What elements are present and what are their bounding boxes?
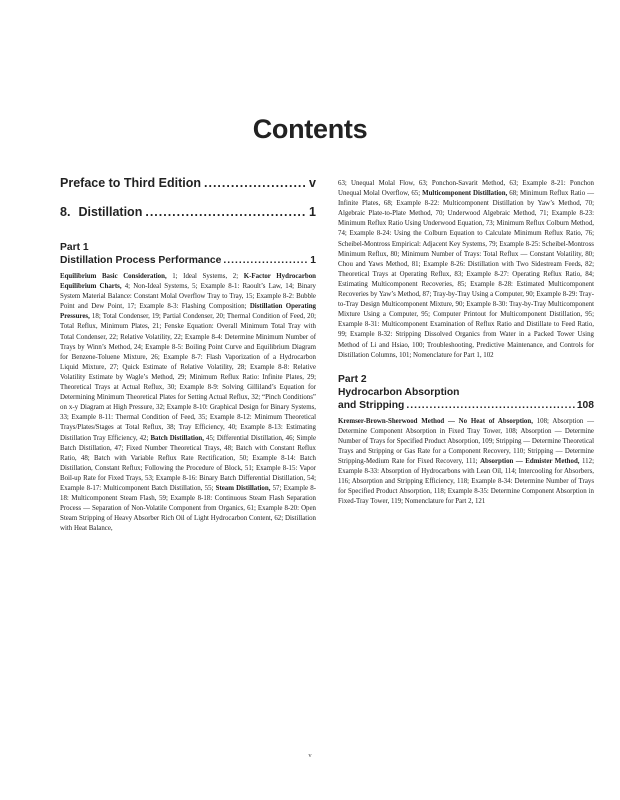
toc-entry-chapter[interactable] (60, 205, 316, 219)
chapter-number: 8. (60, 205, 71, 219)
right-column (338, 179, 594, 508)
part-1-topics-continued (338, 179, 594, 361)
topic-bold: Kremser-Brown-Sherwood Method — No Heat of Absorption, (338, 417, 533, 425)
toc-entry-part-1[interactable] (60, 241, 316, 267)
part-2-page: 108 (576, 399, 594, 411)
leader-dots (223, 254, 308, 267)
toc-entry-part-2[interactable] (338, 373, 594, 412)
topic-text: 63; Unequal Molal Flow, 63; Ponchon-Savarit Method, 63; Example 8-21: Ponchon Unequal Molal Overflow, 65; (338, 180, 594, 198)
part-2-title-line1: Hydrocarbon Absorption (338, 386, 460, 398)
chapter-page: 1 (309, 205, 316, 219)
topic-text: 68; Minimum Reflux Ratio — Infinite Plates, 68; Example 8-22: Multicomponent Distillation by Yaw’s Method, 70; Algebraic Plate-to-Plate Method, 70; Underwood Algebraic Method, 71; Example 8-23: Minimum Reflux Ratio Using Underwood Equation, 73; Minimum Reflux Colburn Method, 74; Example 8-24: Using the Colburn Equation to Calculate Minimum Reflux Ratio, 76; Scheibel-Montross Empirical: Adjacent Key Systems, 79; Example 8-25: Scheibel-Montross Minimum Reflux, 80; Minimum Number of Trays: Total Reflux — Constant Volatility, 80; Chou and Yaws Method, 81; Example 8-26: Distillation with Two Sidestream Feeds, 82; Theoretical Trays at Operating Reflux, 83; Example 8-27: Operating Reflux Ratio, 84; Estimating Multicomponent Recoveries, 85; Example 8-28: Estimated Multicomponent Recoveries by Yaw’s Method, 87; Tray-by-Tray Using a Computer, 90; Example 8-29: Tray-to-Tray Design Multicomponent Mixture, 90; Example 8-30: Tray-by-Tray Multicomponent Mixture Using a Computer, 95; Computer Printout for Multicomponent Distillation, 95; Example 8-31: Multicomponent Examination of Reflux Ratio and Distillate to Feed Ratio, 99; Example 8-32: Stripping Dissolved Organics from Water in a Packed Tower Using Method of Li and Hsiao, 100; Troubleshooting, Predictive Maintenance, and Controls for Distillation Columns, 101; Nomenclature for Part 1, 102 (338, 190, 594, 359)
toc-entry-preface[interactable] (60, 176, 316, 190)
page-title: Contents (252, 114, 368, 144)
topic-bold: Equilibrium Basic Consideration, (60, 273, 167, 280)
page-folio: v (308, 752, 312, 759)
part-2-block (338, 373, 594, 508)
topic-text: 45; Differential Distillation, 46; Simple Batch Distillation, 47; Fixed Number Theoretical Trays, 48; Batch with Constant Reflux Ratio, 48; Batch with Variable Reflux Rate Rectification, 50; Example 8-14: Batch Distillation, Constant Reflux; Following the Procedure of Block, 51; Example 8-15: Vapor Boil-up Rate for Fixed Trays, 53; Example 8-16: Binary Batch Differential Distillation, 54; Example 8-17: Multicomponent Batch Distillation, 55; (60, 434, 317, 492)
topic-text: 112; Example 8-33: Absorption of Hydrocarbons with Lean Oil, 114; Intercooling for Absorbers, 116; Absorption and Stripping Efficiency, 118; Example 8-34: Determine Number of Trays for Specified Product Absorption, 118; Example 8-35: Determine Component Absorption in Fixed-Tray Tower, 119; Nomenclature for Part 2, 121 (338, 458, 594, 506)
part-2-topics (338, 417, 594, 508)
leader-dots (145, 205, 306, 219)
part-1-title: Distillation Process Performance (60, 255, 222, 266)
topic-bold: Absorption — Edmister Method, (480, 458, 580, 466)
preface-label: Preface to Third Edition (60, 176, 201, 190)
topic-bold: K-Factor Hydrocarbon Equilibrium Charts, (60, 273, 316, 291)
chapter-label: Distillation (78, 205, 143, 219)
part-1-page: 1 (310, 255, 316, 266)
leader-dots (406, 399, 574, 412)
part-2-title-line2: and Stripping (338, 399, 405, 411)
leader-dots (204, 176, 306, 190)
topic-text: 1; Ideal Systems, 2; (166, 273, 244, 280)
topic-bold: Distillation Operating Pressures, (60, 303, 316, 321)
part-1-topics (60, 272, 316, 534)
topic-text: 4; Non-Ideal Systems, 5; Example 8-1: Raoult’s Law, 14; Binary System Material Balance: Constant Molal Overflow Tray to Tray, 15; Example 8-2: Bubble Point and Dew Point, 17; Example 8-3: Flashing Composition; (60, 283, 316, 311)
part-2-number: Part 2 (338, 373, 367, 385)
topic-bold: Batch Distillation, (150, 434, 204, 442)
topic-text: 57; Example 8-18: Multicomponent Steam Flash, 59; Example 8-18: Continuous Steam Flash Separation Process — Separation of Non-Volatile Component from Organics, 61; Example 8-20: Open Steam Stripping of Heavy Absorber Rich Oil of Light Hydrocarbon Content, 62; Distillation with Heat Balance, (60, 484, 316, 533)
topic-bold: Steam Distillation, (215, 484, 271, 492)
part-1-number: Part 1 (60, 242, 89, 253)
left-column (60, 176, 316, 534)
preface-page: v (309, 176, 316, 190)
topic-text: 108; Absorption — Determine Component Absorption in Fixed Tray Tower, 108; Absorption — Determine Number of Trays for Specified Product Absorption, 109; Stripping — Determine Theoretical Trays and Stripping or Gas Rate for a Component Recovery, 110; Stripping — Determine Stripping-Medium Rate for Fixed Recovery, 111; (338, 417, 595, 466)
topic-bold: Multicomponent Distillation, (422, 190, 508, 198)
topic-text: 18; Total Condenser, 19; Partial Condenser, 20; Thermal Condition of Feed, 20; Total Reflux, Minimum Plates, 21; Fenske Equation: Overall Minimum Total Tray with Total Condenser, 22; Relative Volatility, 22; Example 8-4: Determine Minimum Number of Trays by Winn’s Method, 24; Example 8-5: Boiling Point Curve and Equilibrium Diagram for Benzene-Toluene Mixture, 26; Example 8-7: Flash Vaporization of a Hydrocarbon Liquid Mixture, 27; Quick Estimate of Relative Volatility, 28; Example 8-8: Relative Volatility Estimate by Wagle’s Method, 29; Minimum Reflux Ratio: Infinite Plates, 29; Theoretical Trays at Actual Reflux, 30; Example 8-9: Solving Gilliland’s Equation for Determining Minimum Theoretical Plates for Setting Actual Reflux, 32; “Pinch Conditions” on x-y Diagram at High Pressure, 32; Example 8-10: Graphical Design for Binary Systems, 33; Example 8-11: Thermal Condition of Feed, 35; Example 8-12: Minimum Theoretical Trays/Plates/Stages at Total Reflux, 38; Tray Efficiency, 40; Example 8-13: Estimating Distillation Tray Efficiency, 42; (60, 313, 316, 442)
